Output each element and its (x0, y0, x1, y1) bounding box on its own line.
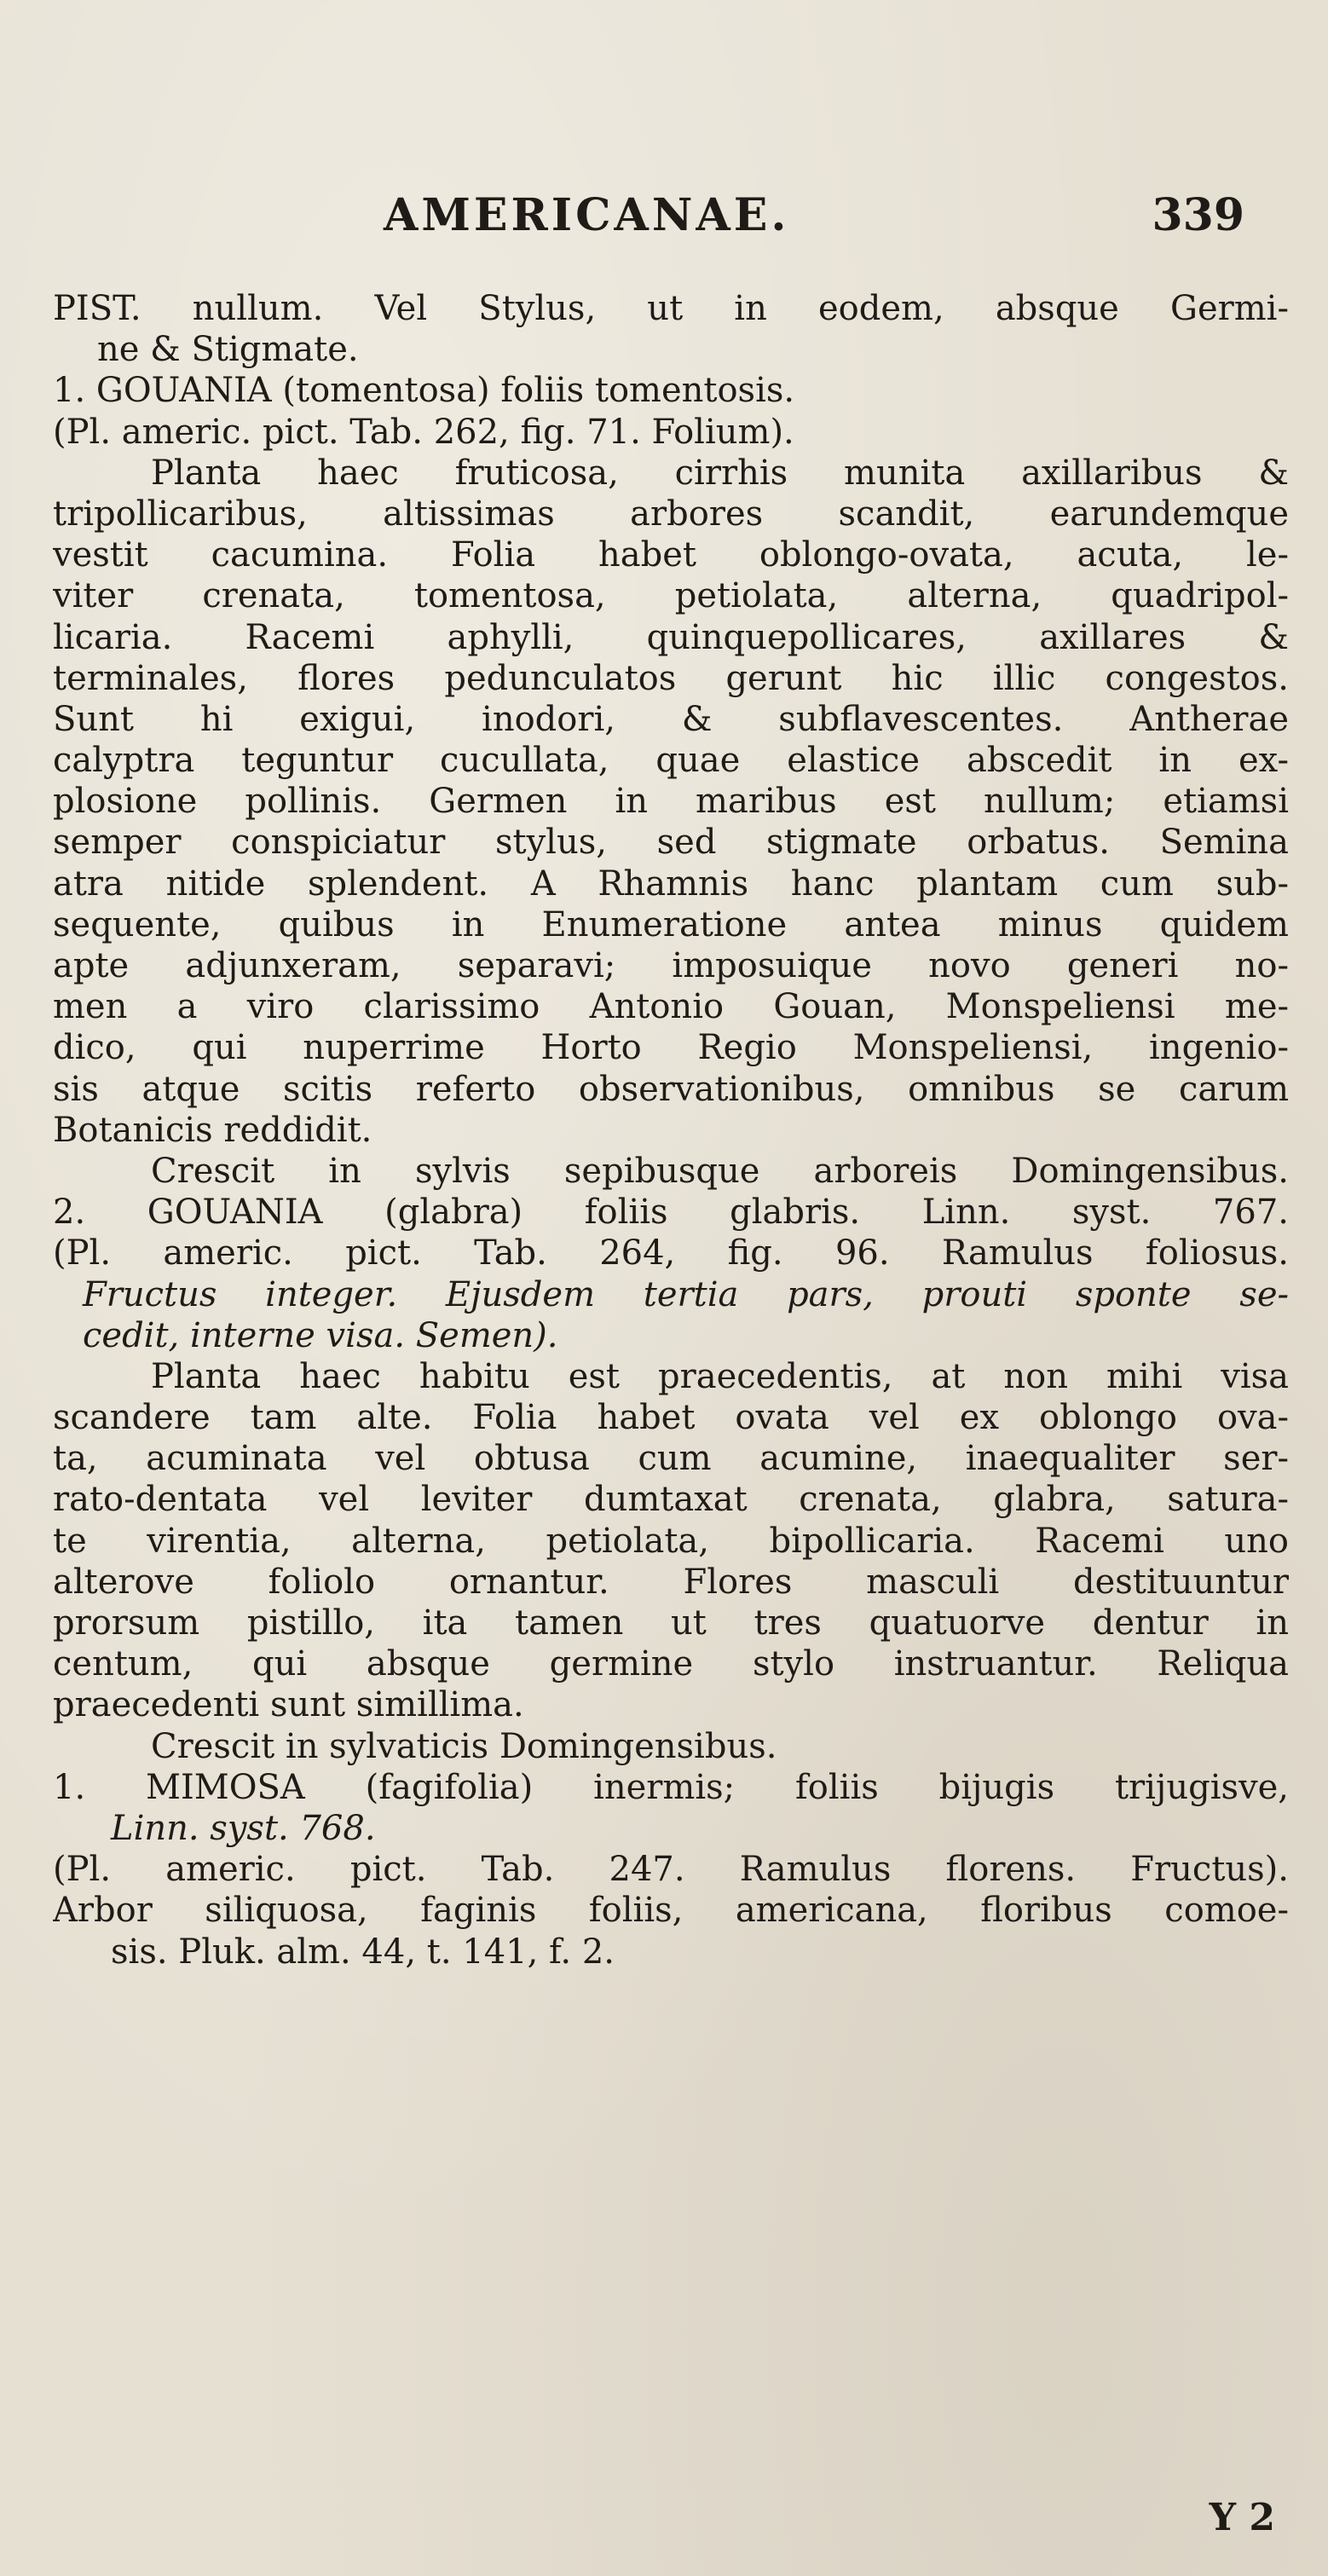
page-number: 339 (1152, 189, 1244, 241)
text-line: sis atque scitis referto observationibus, omnibus se carum (53, 1069, 1289, 1109)
text-line: Crescit in sylvis sepibusque arboreis Domingensibus. (151, 1151, 1289, 1191)
text-line: atra nitide splendent. A Rhamnis hanc plantam cum sub- (53, 863, 1289, 904)
text-line: prorsum pistillo, ita tamen ut tres quatuorve dentur in (53, 1603, 1289, 1643)
text-line: rato-dentata vel leviter dumtaxat crenata, glabra, satura- (53, 1480, 1289, 1520)
text-line: cedit, interne visa. Semen). (83, 1315, 558, 1355)
text-line: praecedenti sunt simillima. (53, 1685, 524, 1725)
text-line: 1. MIMOSA (fagifolia) inermis; foliis bijugis trijugisve, (53, 1767, 1289, 1807)
text-line: Botanicis reddidit. (53, 1110, 372, 1150)
text-line: tripollicaribus, altissimas arbores scandit, earundemque (53, 494, 1289, 534)
text-line: calyptra teguntur cucullata, quae elastice abscedit in ex- (53, 741, 1289, 781)
text-line: (Pl. americ. pict. Tab. 264, fig. 96. Ramulus foliosus. (53, 1233, 1289, 1274)
running-title: AMERICANAE. (384, 189, 790, 241)
text-line: sequente, quibus in Enumeratione antea minus quidem (53, 904, 1289, 944)
text-line: (Pl. americ. pict. Tab. 262, fig. 71. Folium). (53, 412, 794, 452)
text-line: PIST. nullum. Vel Stylus, ut in eodem, absque Germi- (53, 289, 1289, 328)
text-line: licaria. Racemi aphylli, quinquepollicares, axillares & (53, 617, 1289, 657)
text-line: Planta haec habitu est praecedentis, at non mihi visa (151, 1356, 1289, 1396)
text-line: men a viro clarissimo Antonio Gouan, Monspeliensi me- (53, 987, 1289, 1027)
page-header (384, 189, 1244, 257)
text-line: Crescit in sylvaticis Domingensibus. (151, 1726, 777, 1766)
text-line: apte adjunxeram, separavi; imposuique novo generi no- (53, 946, 1289, 985)
text-line: Planta haec fruticosa, cirrhis munita axillaribus & (151, 453, 1289, 493)
text-line: viter crenata, tomentosa, petiolata, alterna, quadripol- (53, 576, 1289, 616)
text-line: centum, qui absque germine stylo instruantur. Reliqua (53, 1644, 1289, 1684)
text-line: ne & Stigmate. (97, 330, 359, 370)
text-line: alterove foliolo ornantur. Flores masculi destituuntur (53, 1562, 1289, 1602)
text-line: vestit cacumina. Folia habet oblongo-ovata, acuta, le- (53, 535, 1289, 575)
text-line: Arbor siliquosa, faginis foliis, americana, floribus comoe- (53, 1891, 1289, 1931)
text-line: sis. Pluk. alm. 44, t. 141, f. 2. (111, 1932, 615, 1972)
text-line: semper conspiciatur stylus, sed stigmate orbatus. Semina (53, 823, 1289, 863)
text-line: te virentia, alterna, petiolata, bipollicaria. Racemi uno (53, 1521, 1289, 1561)
text-line: Fructus integer. Ejusdem tertia pars, prouti sponte se- (83, 1274, 1289, 1314)
text-line: scandere tam alte. Folia habet ovata vel ex oblongo ova- (53, 1398, 1289, 1438)
text-line: (Pl. americ. pict. Tab. 247. Ramulus florens. Fructus). (53, 1850, 1289, 1890)
text-line: 1. GOUANIA (tomentosa) foliis tomentosis. (53, 371, 795, 411)
signature-mark: Y 2 (1209, 2496, 1275, 2539)
body-text (53, 288, 1289, 1972)
text-line: Linn. syst. 768. (111, 1808, 376, 1848)
text-line: dico, qui nuperrime Horto Regio Monspeliensi, ingenio- (53, 1028, 1289, 1068)
text-line: plosione pollinis. Germen in maribus est nullum; etiamsi (53, 782, 1289, 822)
text-line: Sunt hi exigui, inodori, & subflavescentes. Antherae (53, 699, 1289, 739)
text-line: 2. GOUANIA (glabra) foliis glabris. Linn. syst. 767. (53, 1193, 1289, 1233)
text-line: ta, acuminata vel obtusa cum acumine, inaequaliter ser- (53, 1439, 1289, 1479)
text-line: terminales, flores pedunculatos gerunt hic illic congestos. (53, 658, 1289, 698)
